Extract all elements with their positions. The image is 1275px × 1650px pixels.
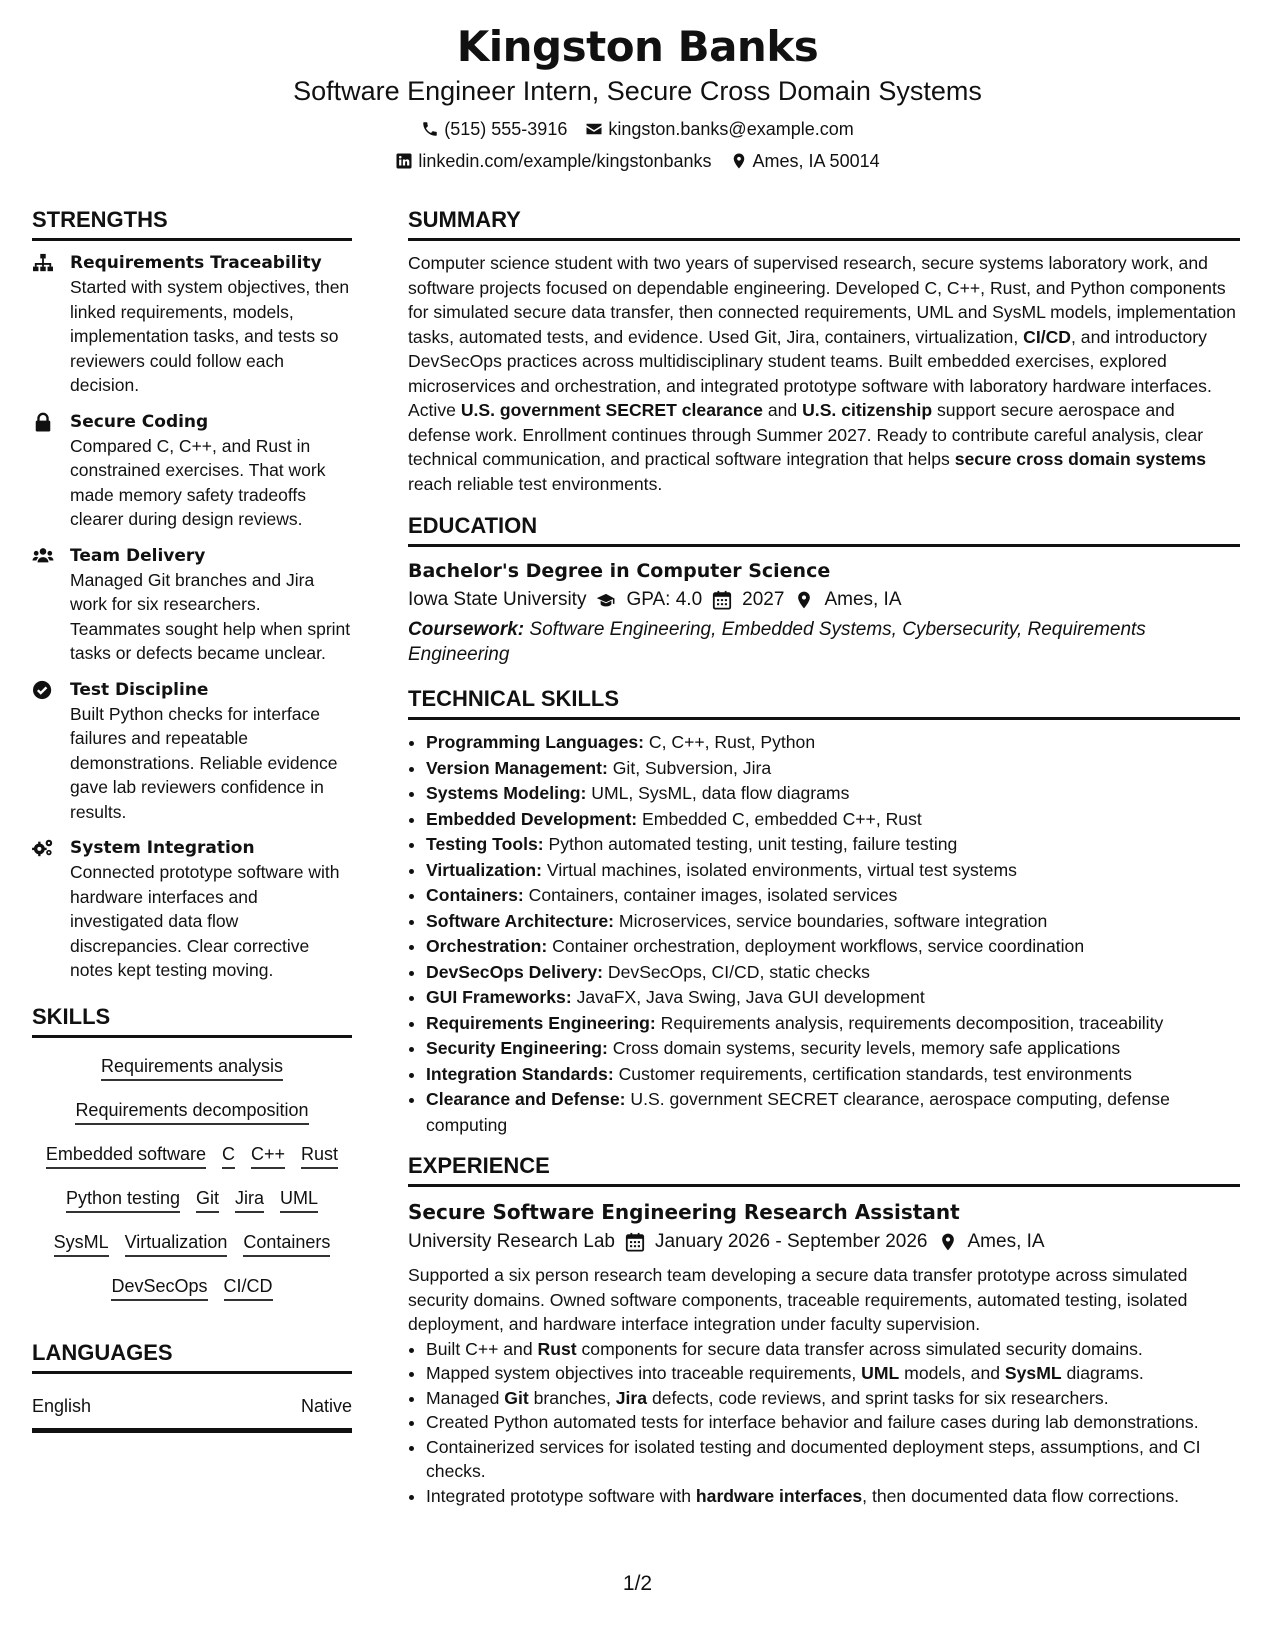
candidate-title: Software Engineer Intern, Secure Cross Domain Systems	[293, 76, 982, 106]
map-marker-icon	[794, 590, 814, 610]
technical-skill-item: • Systems Modeling: UML, SysML, data flow diagrams	[426, 781, 1240, 807]
technical-skill-item: • Security Engineering: Cross domain systems, security levels, memory safe applications	[426, 1036, 1240, 1062]
skill-tag: DevSecOps	[111, 1274, 207, 1301]
strength-title: Secure Coding	[70, 411, 209, 432]
skill-tag: Embedded software	[46, 1142, 206, 1169]
graduation-cap-icon	[596, 590, 616, 610]
job-intro: Supported a six person research team developing a secure data transfer prototype across simulated security domains. Owned software components, traceable requirements, automated testing, isolated deployment, and hardware interface integration under faculty supervision.	[408, 1265, 1188, 1334]
employer-name: University Research Lab	[408, 1231, 615, 1252]
job-meta	[408, 1227, 1240, 1257]
technical-skill-item: • GUI Frameworks: JavaFX, Java Swing, Java GUI development	[426, 985, 1240, 1011]
skill-tag: Git	[196, 1186, 219, 1213]
job-bullet: • Containerized services for isolated testing and documented deployment steps, assumptions, and CI checks.	[426, 1435, 1240, 1484]
strength-title: System Integration	[70, 838, 255, 858]
skill-tag: C++	[251, 1142, 285, 1169]
skill-tag: Virtualization	[125, 1230, 228, 1257]
coursework: Coursework: Software Engineering, Embedded Systems, Cybersecurity, Requirements Engineering	[408, 619, 1146, 665]
job-bullet: • Built C++ and Rust components for secure data transfer across simulated security domains.	[426, 1337, 1240, 1362]
skill-tag: Jira	[235, 1186, 264, 1213]
job-bullet: • Mapped system objectives into traceable requirements, UML models, and SysML diagrams.	[426, 1361, 1240, 1386]
lock-icon	[32, 412, 54, 432]
contact-row-2	[0, 150, 1275, 172]
school-location: Ames, IA	[824, 589, 902, 610]
job-bullet: • Integrated prototype software with hardware interfaces, then documented data flow corrections.	[426, 1484, 1240, 1509]
job-bullet: • Managed Git branches, Jira defects, code reviews, and sprint tasks for six researchers.	[426, 1386, 1240, 1411]
gpa-text: GPA: 4.0	[626, 589, 703, 610]
linkedin-text[interactable]: linkedin.com/example/kingstonbanks	[418, 151, 712, 171]
skill-tag: Requirements decomposition	[75, 1098, 308, 1125]
calendar-icon	[712, 590, 732, 610]
school-name: Iowa State University	[408, 589, 587, 610]
skill-tag: Containers	[243, 1230, 330, 1257]
technical-skill-item: • Software Architecture: Microservices, service boundaries, software integration	[426, 909, 1240, 935]
technical-skill-item: • Containers: Containers, container images, isolated services	[426, 883, 1240, 909]
skill-tag: SysML	[54, 1230, 109, 1257]
technical-skill-item: • Version Management: Git, Subversion, Jira	[426, 756, 1240, 782]
left-column	[32, 204, 352, 1433]
candidate-name: Kingston Banks	[456, 22, 819, 71]
summary-text: Computer science student with two years of supervised research, secure systems laboratory work, and software projects focused on dependable engineering. Developed C, C++, Rust, and Python components for simulated secure data transfer, then connected requirements, UML and SysML models, implementation tasks, automated tests, and evidence. Used Git, Jira, containers, virtualization, CI/CD, and introductory DevSecOps practices across multidisciplinary student teams. Built embedded exercises, explored microservices and orchestration, and integrated prototype software with laboratory hardware interfaces. Active U.S. government SECRET clearance and U.S. citizenship support secure aerospace and defense work. Enrollment continues through Summer 2027. Ready to contribute careful analysis, clear technical communication, and practical software integration that helps secure cross domain systems reach reliable test environments.	[408, 253, 1236, 494]
email-contact[interactable]	[585, 118, 853, 140]
graduation-year: 2027	[742, 589, 785, 610]
language-level: Native	[300, 1395, 352, 1416]
technical-skill-item: • Orchestration: Container orchestration, deployment workflows, service coordination	[426, 934, 1240, 960]
strength-desc: Built Python checks for interface failures and repeatable demonstrations. Reliable evidence gave lab reviewers confidence in results.	[70, 703, 338, 822]
strength-item	[32, 544, 352, 666]
phone-icon	[421, 120, 439, 138]
calendar-icon	[625, 1232, 645, 1252]
technical-skill-item: • Virtualization: Virtual machines, isolated environments, virtual test systems	[426, 858, 1240, 884]
location-contact	[730, 150, 880, 172]
job-bullets	[408, 1337, 1240, 1509]
technical-skill-item: • Integration Standards: Customer requirements, certification standards, test environments	[426, 1062, 1240, 1088]
skill-tag: Rust	[301, 1142, 338, 1169]
right-column	[408, 204, 1240, 1508]
gears-icon	[32, 838, 54, 858]
language-name: English	[32, 1395, 92, 1416]
languages-heading: LANGUAGES	[32, 1337, 352, 1374]
technical-skill-item: • Embedded Development: Embedded C, embedded C++, Rust	[426, 807, 1240, 833]
technical-skill-item: • Testing Tools: Python automated testing, unit testing, failure testing	[426, 832, 1240, 858]
strength-desc: Started with system objectives, then linked requirements, models, implementation tasks, and tests so reviewers could follow each decision.	[70, 277, 350, 395]
job-location: Ames, IA	[967, 1231, 1045, 1252]
skills-heading: SKILLS	[32, 1001, 352, 1038]
strength-item	[32, 836, 352, 983]
strength-title: Team Delivery	[70, 545, 206, 566]
education-meta	[408, 585, 1240, 615]
page-number: 1/2	[622, 1572, 653, 1595]
skill-tag: UML	[280, 1186, 318, 1213]
phone-text: (515) 555-3916	[444, 119, 568, 139]
strength-item	[32, 410, 352, 532]
strength-desc: Managed Git branches and Jira work for six researchers. Teammates sought help when sprint tasks or defects became unclear.	[70, 569, 351, 663]
language-item	[32, 1384, 352, 1433]
technical-skill-item: • DevSecOps Delivery: DevSecOps, CI/CD, static checks	[426, 960, 1240, 986]
map-marker-icon	[938, 1232, 958, 1252]
technical-skills-heading: TECHNICAL SKILLS	[408, 683, 1240, 720]
linkedin-icon	[395, 152, 413, 170]
technical-skills-list	[408, 730, 1240, 1138]
sitemap-icon	[32, 253, 54, 273]
skills-tags	[32, 1048, 352, 1301]
strengths-heading: STRENGTHS	[32, 204, 352, 241]
degree-title: Bachelor's Degree in Computer Science	[408, 560, 831, 582]
job-dates: January 2026 - September 2026	[654, 1231, 928, 1252]
education-heading: EDUCATION	[408, 510, 1240, 547]
strength-item	[32, 251, 352, 398]
location-text: Ames, IA 50014	[752, 151, 880, 171]
job-title: Secure Software Engineering Research Assistant	[408, 1200, 960, 1224]
skill-tag: CI/CD	[224, 1274, 273, 1301]
technical-skill-item: • Programming Languages: C, C++, Rust, Python	[426, 730, 1240, 756]
technical-skill-item: • Clearance and Defense: U.S. government SECRET clearance, aerospace computing, defense computing	[426, 1087, 1240, 1138]
phone-contact	[421, 118, 567, 140]
job-bullet: • Created Python automated tests for interface behavior and failure cases during lab demonstrations.	[426, 1410, 1240, 1435]
linkedin-contact[interactable]	[395, 150, 711, 172]
map-marker-icon	[730, 152, 748, 170]
summary-heading: SUMMARY	[408, 204, 1240, 241]
skill-tag: C	[222, 1142, 235, 1169]
check-circle-icon	[32, 680, 54, 700]
resume-header	[0, 0, 1275, 172]
contact-row-1	[0, 118, 1275, 140]
strength-desc: Connected prototype software with hardware interfaces and investigated data flow discrepancies. Clear corrective notes kept testing moving.	[70, 862, 340, 980]
technical-skill-item: • Requirements Engineering: Requirements analysis, requirements decomposition, traceability	[426, 1011, 1240, 1037]
envelope-icon	[585, 120, 603, 138]
strength-title: Requirements Traceability	[70, 253, 322, 273]
strength-title: Test Discipline	[70, 679, 209, 700]
strength-item	[32, 678, 352, 825]
email-text[interactable]: kingston.banks@example.com	[608, 119, 854, 139]
skill-tag: Requirements analysis	[101, 1054, 283, 1081]
strength-desc: Compared C, C++, and Rust in constrained exercises. That work made memory safety tradeoffs clearer during design reviews.	[70, 435, 326, 529]
skill-tag: Python testing	[66, 1186, 180, 1213]
users-icon	[32, 546, 54, 566]
experience-heading: EXPERIENCE	[408, 1150, 1240, 1187]
